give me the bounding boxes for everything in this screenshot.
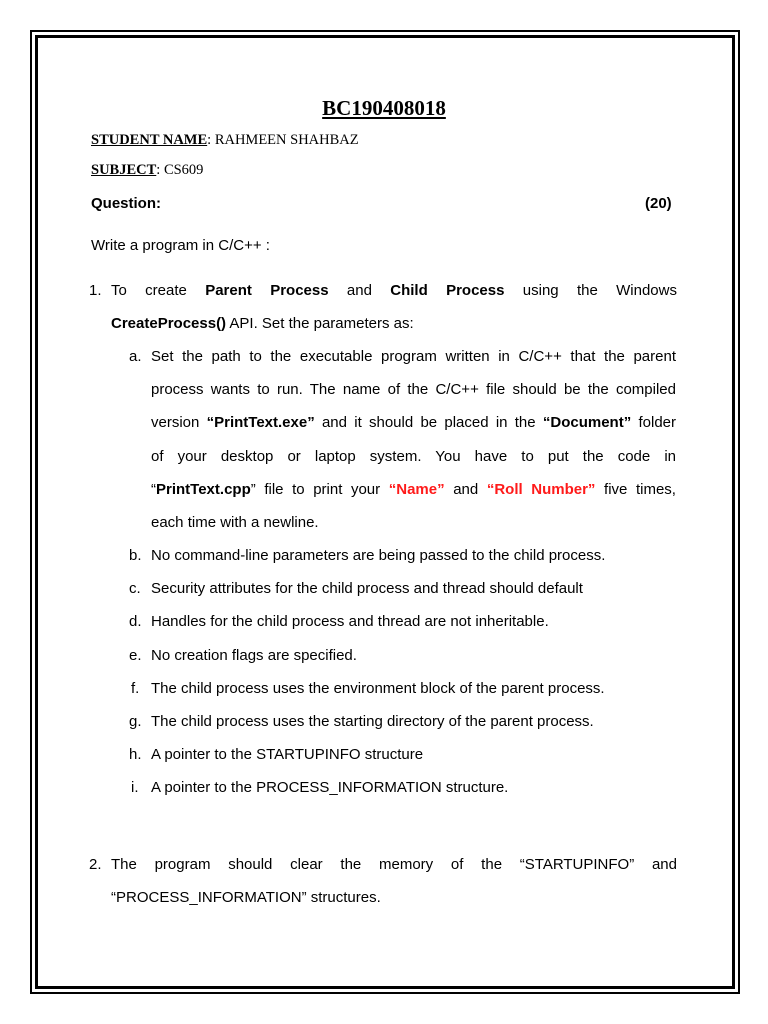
item1-text: To create	[111, 282, 206, 299]
sub-a-line5	[151, 480, 676, 500]
subject-line: SUBJECT: CS609	[91, 162, 204, 178]
sub-a-text: version	[151, 414, 207, 431]
sub-item-letter: b.	[129, 547, 142, 564]
sub-item-letter: g.	[129, 713, 142, 730]
sub-a-line4: of your desktop or laptop system. You have to put the code in	[151, 448, 676, 465]
sub-item-text: No command-line parameters are being passed to the child process.	[151, 547, 606, 564]
sub-a-text: five times,	[595, 481, 676, 498]
subject-value: CS609	[163, 162, 204, 178]
sub-item-text: A pointer to the PROCESS_INFORMATION structure.	[151, 779, 509, 796]
item2-line2: “PROCESS_INFORMATION” structures.	[111, 889, 381, 906]
question-marks: (20)	[645, 195, 672, 212]
sub-item-text: Handles for the child process and thread are not inheritable.	[151, 613, 549, 630]
sub-a-letter: a.	[129, 348, 142, 365]
sub-a-bold-exe: “PrintText.exe”	[206, 414, 315, 431]
item1-bold-createprocess: CreateProcess()	[111, 315, 227, 332]
item1-bold-parent: Parent Process	[205, 282, 329, 299]
sub-item-letter: h.	[129, 746, 142, 763]
item1-bold-child: Child Process	[390, 282, 505, 299]
sub-a-bold-document: “Document”	[542, 414, 632, 431]
item1-number: 1.	[89, 282, 102, 299]
item1-line2	[111, 314, 414, 334]
sub-item-text: The child process uses the starting directory of the parent process.	[151, 713, 594, 730]
item2-line1: The program should clear the memory of the “STARTUPINFO” and	[111, 856, 677, 873]
subject-label: SUBJECT	[91, 162, 157, 178]
document-title: BC190408018	[322, 96, 446, 120]
item1-text: and	[328, 282, 391, 299]
student-name-line: STUDENT NAME: RAHMEEN SHAHBAZ	[91, 132, 359, 148]
sub-a-line6: each time with a newline.	[151, 514, 319, 531]
sub-item-letter: d.	[129, 613, 142, 630]
sub-a-line2: process wants to run. The name of the C/C++ file should be the compiled	[151, 381, 676, 398]
sub-a-text: and it should be placed in the	[314, 414, 543, 431]
sub-item-text: The child process uses the environment block of the parent process.	[151, 680, 605, 697]
sub-item-letter: c.	[129, 580, 141, 597]
sub-a-line1: Set the path to the executable program written in C/C++ that the parent	[151, 348, 676, 365]
student-name-value: RAHMEEN SHAHBAZ	[214, 132, 359, 148]
sub-a-text: ” file to print your	[250, 481, 389, 498]
sub-item-letter: e.	[129, 647, 142, 664]
sub-a-bold-cpp: PrintText.cpp	[156, 481, 251, 498]
sub-item-letter: i.	[131, 779, 139, 796]
sub-item-text: A pointer to the STARTUPINFO structure	[151, 746, 424, 763]
item1-text: API. Set the parameters as:	[226, 315, 414, 332]
item1-text: using the Windows	[504, 282, 677, 299]
question-intro: Write a program in C/C++ :	[91, 237, 270, 254]
sub-a-text: and	[444, 481, 487, 498]
sub-item-letter: f.	[131, 680, 140, 697]
sub-a-red-roll-number: “Roll Number”	[486, 481, 596, 498]
student-name-label: STUDENT NAME	[91, 132, 208, 148]
sub-item-text: Security attributes for the child process and thread should default	[151, 580, 583, 597]
item2-number: 2.	[89, 856, 102, 873]
sub-a-red-name: “Name”	[388, 481, 445, 498]
question-label: Question:	[91, 195, 161, 212]
item1-line1	[111, 281, 677, 301]
sub-a-text: “	[151, 481, 156, 498]
sub-item-text: No creation flags are specified.	[151, 647, 357, 664]
sub-a-line3	[151, 413, 676, 433]
sub-a-text: folder	[631, 414, 676, 431]
